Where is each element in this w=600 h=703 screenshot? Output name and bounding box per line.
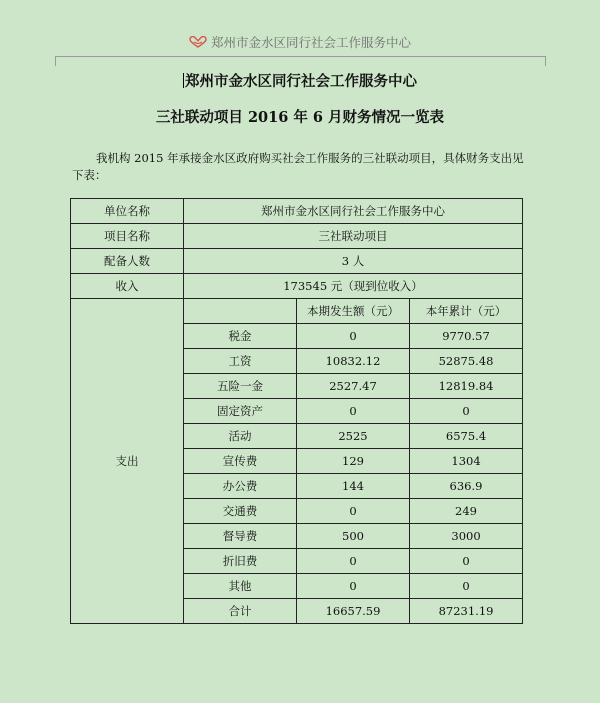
expense-current: 0	[297, 574, 410, 599]
expense-ytd: 12819.84	[410, 374, 523, 399]
expense-current: 0	[297, 324, 410, 349]
expense-current: 500	[297, 524, 410, 549]
expense-ytd: 636.9	[410, 474, 523, 499]
expense-current: 129	[297, 449, 410, 474]
expense-current: 10832.12	[297, 349, 410, 374]
expense-current: 144	[297, 474, 410, 499]
info-label: 收入	[71, 274, 184, 299]
info-value: 3 人	[184, 249, 523, 274]
expense-ytd: 1304	[410, 449, 523, 474]
expense-current: 0	[297, 499, 410, 524]
col-header-current: 本期发生额（元）	[297, 299, 410, 324]
expense-item: 其他	[184, 574, 297, 599]
header-corner-right	[527, 56, 546, 66]
expense-item: 工资	[184, 349, 297, 374]
expense-item: 五险一金	[184, 374, 297, 399]
expense-current: 0	[297, 399, 410, 424]
expense-ytd: 0	[410, 549, 523, 574]
finance-table	[70, 198, 523, 624]
expense-item: 宣传费	[184, 449, 297, 474]
header-org-name: 郑州市金水区同行社会工作服务中心	[210, 35, 411, 50]
expense-header-row	[71, 299, 523, 324]
expense-ytd: 6575.4	[410, 424, 523, 449]
info-row	[71, 274, 523, 299]
expense-current: 2525	[297, 424, 410, 449]
expense-ytd: 87231.19	[410, 599, 523, 624]
expense-ytd: 52875.48	[410, 349, 523, 374]
expense-ytd: 0	[410, 399, 523, 424]
expense-item: 交通费	[184, 499, 297, 524]
info-label: 配备人数	[71, 249, 184, 274]
heart-hands-logo-icon	[189, 36, 207, 48]
info-value: 173545 元（现到位收入）	[184, 274, 523, 299]
expense-item: 合计	[184, 599, 297, 624]
header-corner-left	[55, 56, 74, 66]
document-title-org: 郑州市金水区同行社会工作服务中心	[185, 74, 417, 90]
info-value: 郑州市金水区同行社会工作服务中心	[184, 199, 523, 224]
expense-item: 活动	[184, 424, 297, 449]
expense-header-blank	[184, 299, 297, 324]
expense-current: 0	[297, 549, 410, 574]
expense-ytd: 249	[410, 499, 523, 524]
expense-item: 税金	[184, 324, 297, 349]
info-row	[71, 249, 523, 274]
expense-item: 办公费	[184, 474, 297, 499]
expense-ytd: 0	[410, 574, 523, 599]
text-cursor	[183, 73, 184, 88]
document-title-report: 三社联动项目 2016 年 6 月财务情况一览表	[155, 109, 445, 126]
info-label: 单位名称	[71, 199, 184, 224]
info-label: 项目名称	[71, 224, 184, 249]
expense-current: 2527.47	[297, 374, 410, 399]
expense-item: 折旧费	[184, 549, 297, 574]
info-row	[71, 224, 523, 249]
intro-paragraph: 我机构 2015 年承接金水区政府购买社会工作服务的三社联动项目，具体财务支出见下表：	[72, 151, 524, 182]
expense-section-label: 支出	[71, 299, 184, 624]
expense-item: 督导费	[184, 524, 297, 549]
expense-ytd: 3000	[410, 524, 523, 549]
col-header-ytd: 本年累计（元）	[410, 299, 523, 324]
info-row	[71, 199, 523, 224]
expense-item: 固定资产	[184, 399, 297, 424]
expense-current: 16657.59	[297, 599, 410, 624]
expense-ytd: 9770.57	[410, 324, 523, 349]
page-header	[55, 30, 545, 57]
info-value: 三社联动项目	[184, 224, 523, 249]
